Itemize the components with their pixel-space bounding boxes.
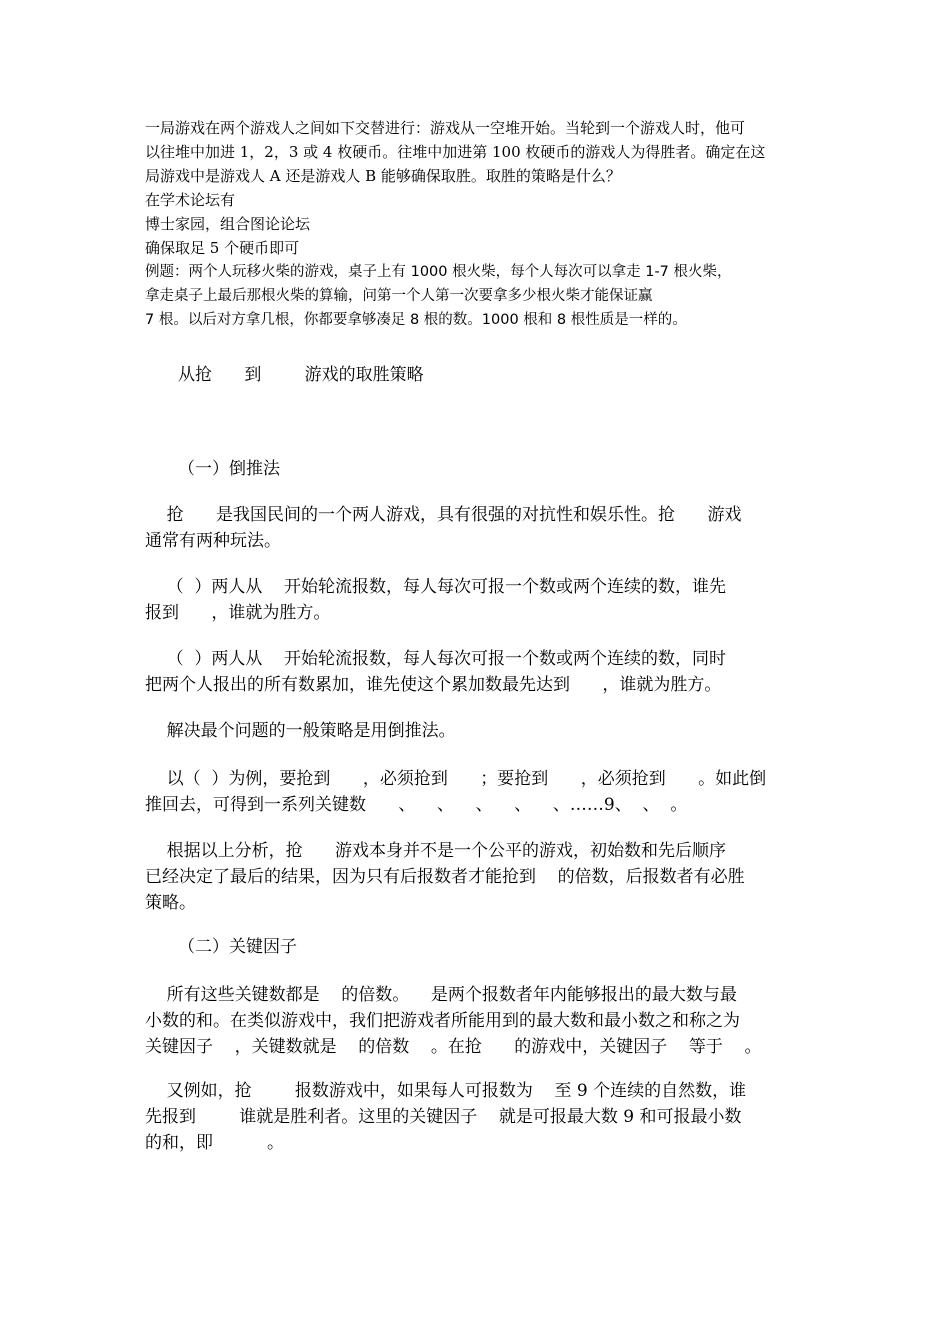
- article-title: 从抢 到 游戏的取胜策略: [178, 365, 424, 385]
- intro-line: 拿走桌子上最后那根火柴的算输，问第一个人第一次要拿多少根火柴才能保证赢: [145, 288, 653, 304]
- section-heading-2: （二）关键因子: [178, 937, 297, 957]
- paragraph: 根据以上分析，抢 游戏本身并不是一个公平的游戏，初始数和先后顺序 已经决定了最后的结果，因为只有后报数者才能抢到 的倍数，后报数者有必胜 策略。: [145, 841, 745, 913]
- intro-line: 在学术论坛有: [145, 191, 236, 209]
- section-heading-1: （一）倒推法: [178, 459, 280, 479]
- paragraph: （ ）两人从 开始轮流报数，每人每次可报一个数或两个连续的数，同时 把两个人报出的所有数累加，谁先使这个累加数最先达到 ，谁就为胜方。: [145, 649, 727, 695]
- intro-line: 例题：两个人玩移火柴的游戏，桌子上有 1000 根火柴，每个人每次可以拿走 1-7 根火柴，: [145, 264, 732, 280]
- intro-line: 以往堆中加进 1，2，3 或 4 枚硬币。往堆中加进第 100 枚硬币的游戏人为得胜者。确定在这: [145, 143, 766, 161]
- paragraph: 以（ ）为例，要抢到 ，必须抢到 ；要抢到 ，必须抢到 。如此倒 推回去，可得到一系列关键数 、 、 、 、 、……9、 、 。: [145, 769, 767, 815]
- intro-line: 7 根。以后对方拿几根，你都要拿够凑足 8 根的数。1000 根和 8 根性质是一样的。: [145, 312, 687, 328]
- paragraph: 又例如，抢 报数游戏中，如果每人可报数为 至 9 个连续的自然数，谁 先报到 谁就是胜利者。这里的关键因子 就是可报最大数 9 和可报最小数 的和，即 。: [145, 1081, 747, 1153]
- intro-line: 博士家园，组合图论论坛: [145, 215, 311, 233]
- paragraph: （ ）两人从 开始轮流报数，每人每次可报一个数或两个连续的数，谁先 报到 ，谁就为胜方。: [145, 577, 727, 623]
- paragraph: 抢 是我国民间的一个两人游戏，具有很强的对抗性和娱乐性。抢 游戏 通常有两种玩法。: [145, 505, 742, 551]
- intro-line: 一局游戏在两个游戏人之间如下交替进行：游戏从一空堆开始。当轮到一个游戏人时，他可: [145, 119, 746, 137]
- intro-line: 局游戏中是游戏人 A 还是游戏人 B 能够确保取胜。取胜的策略是什么？: [145, 167, 621, 185]
- paragraph: 所有这些关键数都是 的倍数。 是两个报数者年内能够报出的最大数与最 小数的和。在类似游戏中，我们把游戏者所能用到的最大数和最小数之和称之为 关键因子 ，关键数就是 的倍数 。在抢 的游戏中，关键因子 等于 。: [145, 985, 762, 1057]
- intro-line: 确保取足 5 个硬币即可: [145, 239, 300, 257]
- paragraph: 解决最个问题的一般策略是用倒推法。: [145, 721, 456, 741]
- intro-block: [145, 116, 815, 332]
